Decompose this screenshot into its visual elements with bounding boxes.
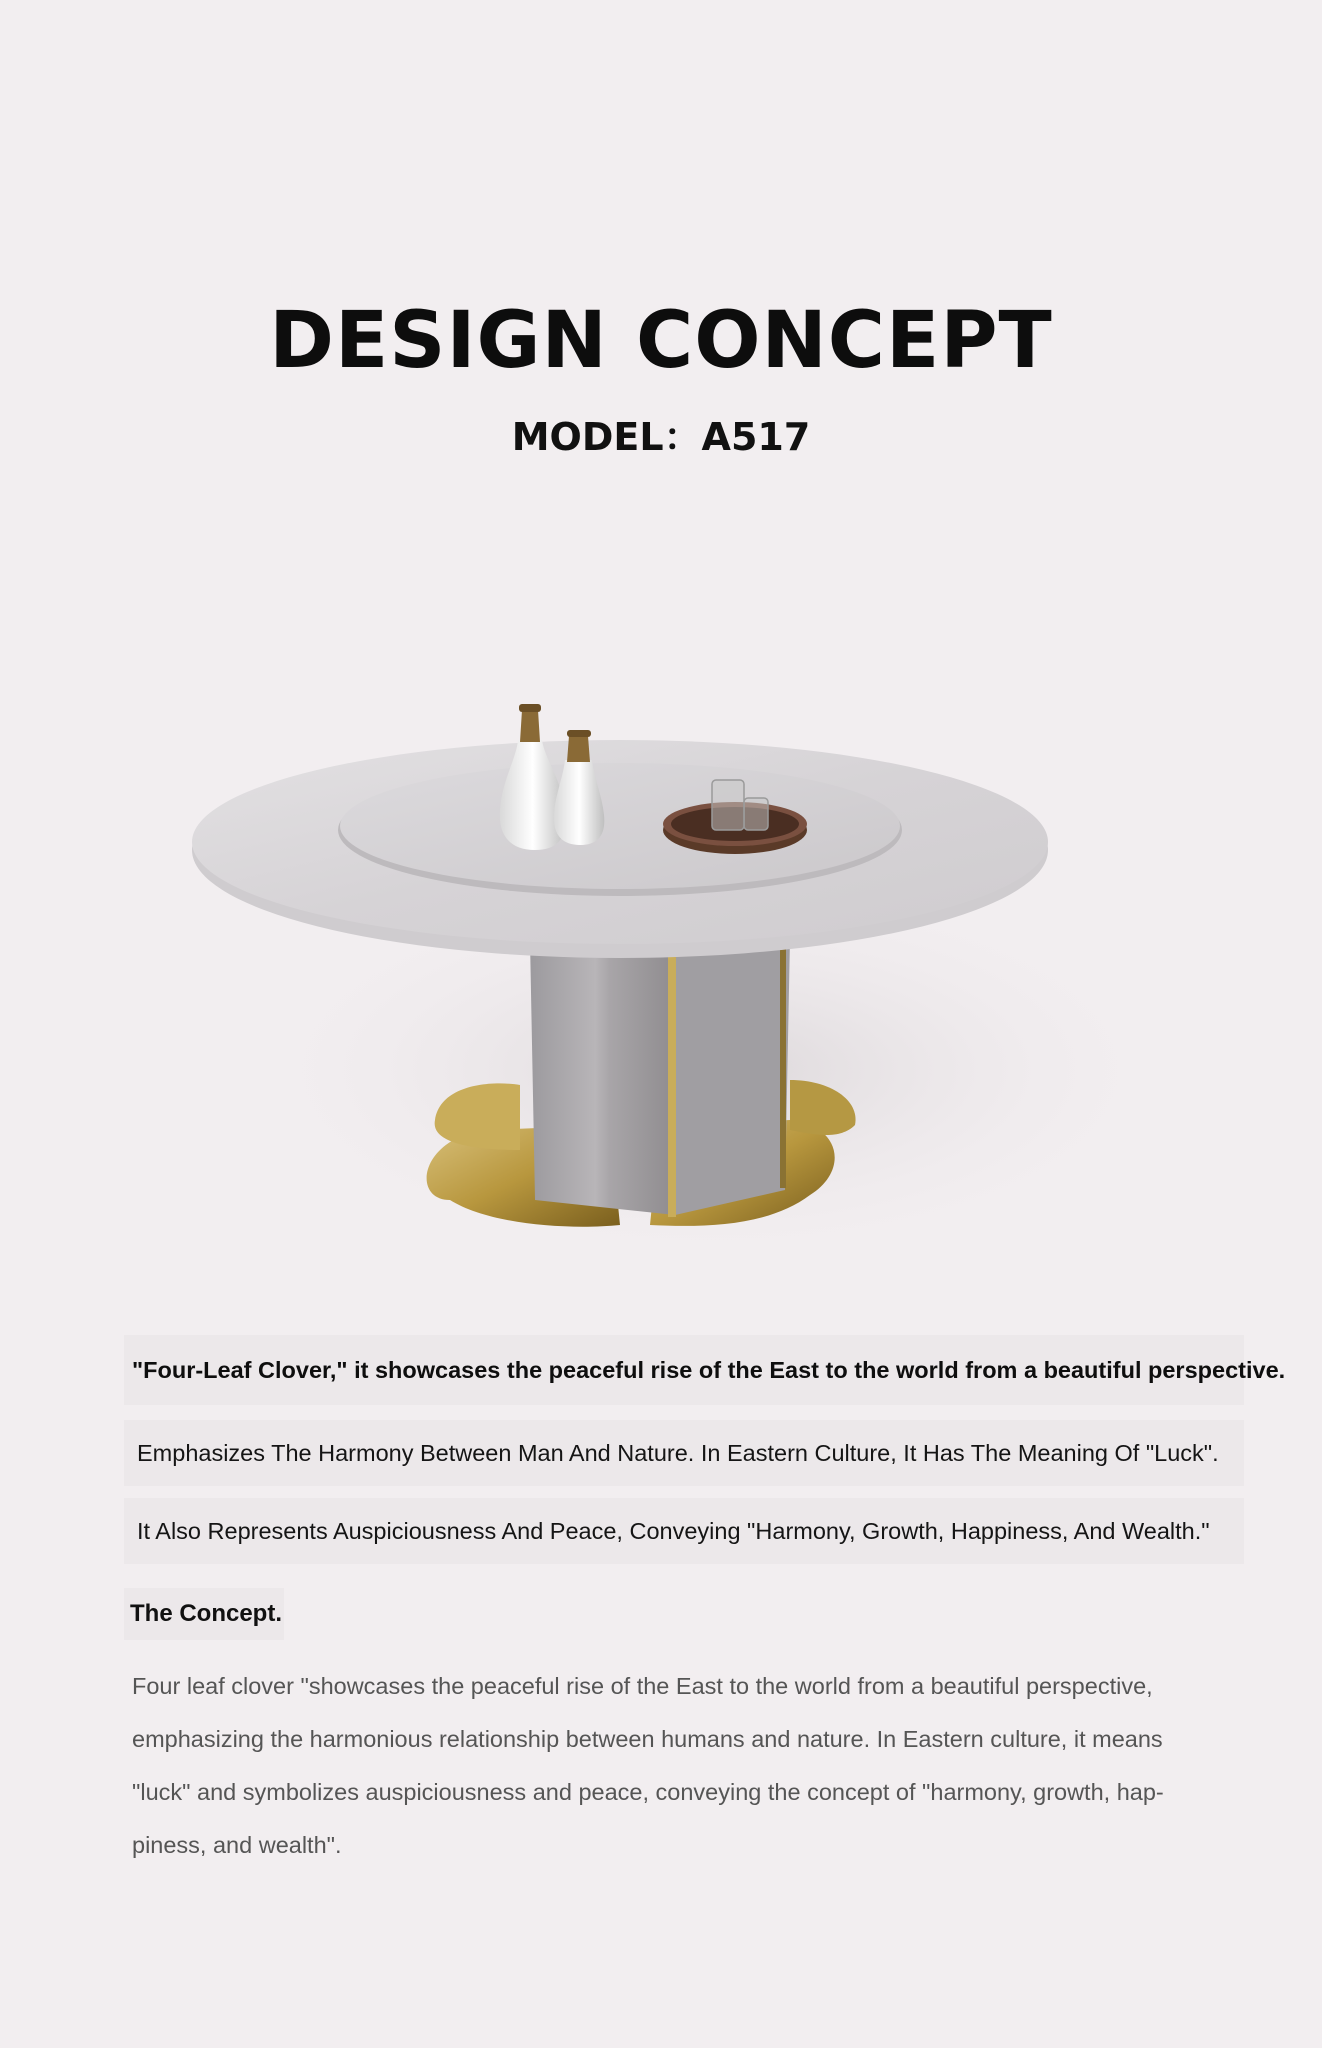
concept-paragraph: Four leaf clover "showcases the peaceful rise of the East to the world from a beautiful perspective, emphasizing the harmonious relationship between humans and nature. In Eastern culture, it means "luck" and symbolizes auspiciousness and peace, conveying the concept of "harmony, growth, hap-piness, and wealth".: [132, 1673, 1164, 1858]
product-image: [190, 680, 1310, 1280]
tagline: "Four-Leaf Clover," it showcases the peaceful rise of the East to the world from a beautiful perspective.: [124, 1335, 1244, 1405]
concept-heading: The Concept.: [124, 1588, 284, 1640]
page-title: DESIGN CONCEPT: [269, 296, 1053, 386]
harmony-line: Emphasizes The Harmony Between Man And Nature. In Eastern Culture, It Has The Meaning Of "Luck".: [124, 1420, 1244, 1486]
model-label: MODEL：A517: [511, 415, 811, 459]
auspiciousness-line: It Also Represents Auspiciousness And Peace, Conveying "Harmony, Growth, Happiness, And Wealth.": [124, 1498, 1244, 1564]
